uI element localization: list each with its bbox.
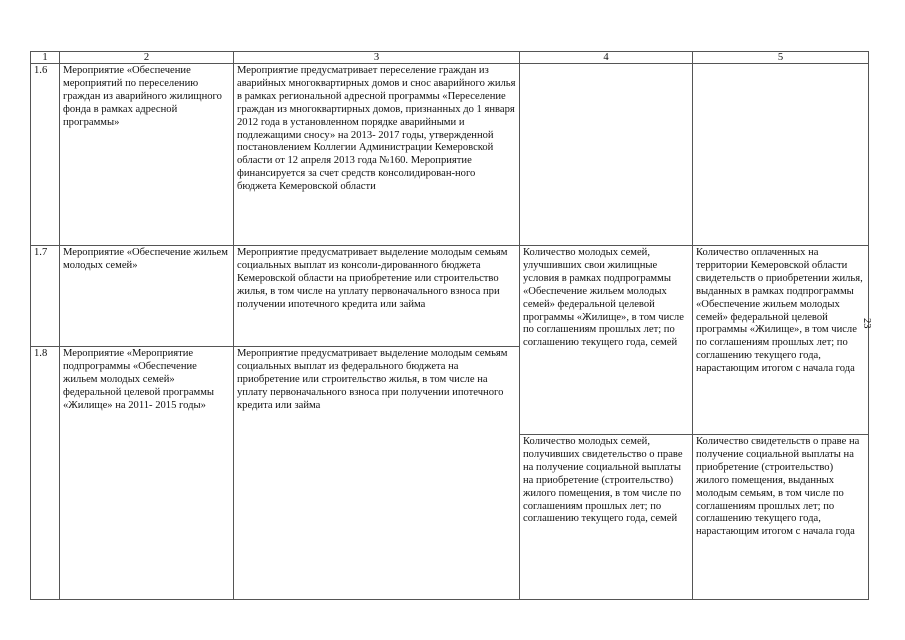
measure-description: Мероприятие предусматривает переселение граждан из аварийных многоквартирных домов и снос аварийного жилья в рамках региональной адресной программы «Переселение граждан из многоквартирных домов, признанных до 1 января 2012 года в установленном порядке аварийными и подлежащими сносу» на 2013- 2017 годы, утвержденной постановлением Коллегии Администрации Кемеровской области от 12 апреля 2013 года №160. Мероприятие финансируется за счет средств консолидирован-ного бюджета Кемеровской области bbox=[234, 64, 520, 246]
row-number: 1.6 bbox=[31, 64, 60, 246]
measure-name: Мероприятие «Обеспечение мероприятий по переселению граждан из аварийного жилищного фонда в рамках адресной программы» bbox=[60, 64, 234, 246]
indicator-cell bbox=[520, 64, 693, 246]
row-number: 1.8 bbox=[31, 347, 60, 600]
table-row-1-7 bbox=[31, 246, 869, 347]
measure-description: Мероприятие предусматривает выделение молодым семьям социальных выплат из консоли-дированного бюджета Кемеровской области на приобретение или строительство жилья, в том числе на уплату первоначального взноса при получении ипотечного кредита или займа bbox=[234, 246, 520, 347]
table-row-1-6 bbox=[31, 64, 869, 246]
page-number: 23 bbox=[861, 318, 872, 329]
method-cell bbox=[693, 64, 869, 246]
measure-name: Мероприятие «Мероприятие подпрограммы «Обеспечение жильем молодых семей» федеральной целевой программы «Жилище» на 2011- 2015 годы» bbox=[60, 347, 234, 600]
table-header-row bbox=[31, 52, 869, 64]
measures-table bbox=[30, 51, 869, 600]
measure-description: Мероприятие предусматривает выделение молодым семьям социальных выплат из федерального бюджета на приобретение или строительство жилья, в том числе на уплату первоначального взноса при получении ипотечного кредита или займа bbox=[234, 347, 520, 600]
method-cell: Количество свидетельств о праве на получение социальной выплаты на приобретение (строительство) жилого помещения, выданных молодым семьям, в том числе по соглашениям прошлых лет; по соглашению текущего года, нарастающим итогом с начала года bbox=[693, 435, 869, 600]
row-number: 1.7 bbox=[31, 246, 60, 347]
indicator-cell: Количество молодых семей, улучшивших свои жилищные условия в рамках подпрограммы «Обеспечение жильем молодых семей» федеральной целевой программы «Жилище», в том числе по соглашениям прошлых лет; по соглашению текущего года, семей bbox=[520, 246, 693, 435]
header-col-4: 4 bbox=[520, 52, 693, 64]
header-col-5: 5 bbox=[693, 52, 869, 64]
measure-name: Мероприятие «Обеспечение жильем молодых семей» bbox=[60, 246, 234, 347]
indicator-cell: Количество молодых семей, получивших свидетельство о праве на получение социальной выплаты на приобретение (строительство) жилого помещения, в том числе по соглашениям прошлых лет; по соглашению текущего года, семей bbox=[520, 435, 693, 600]
method-cell: Количество оплаченных на территории Кемеровской области свидетельств о приобретении жилья, выданных в рамках подпрограммы «Обеспечение жильем молодых семей» федеральной целевой программы «Жилище», в том числе по соглашениям прошлых лет; по соглашению текущего года, нарастающим итогом с начала года bbox=[693, 246, 869, 435]
header-col-3: 3 bbox=[234, 52, 520, 64]
header-col-1: 1 bbox=[31, 52, 60, 64]
header-col-2: 2 bbox=[60, 52, 234, 64]
